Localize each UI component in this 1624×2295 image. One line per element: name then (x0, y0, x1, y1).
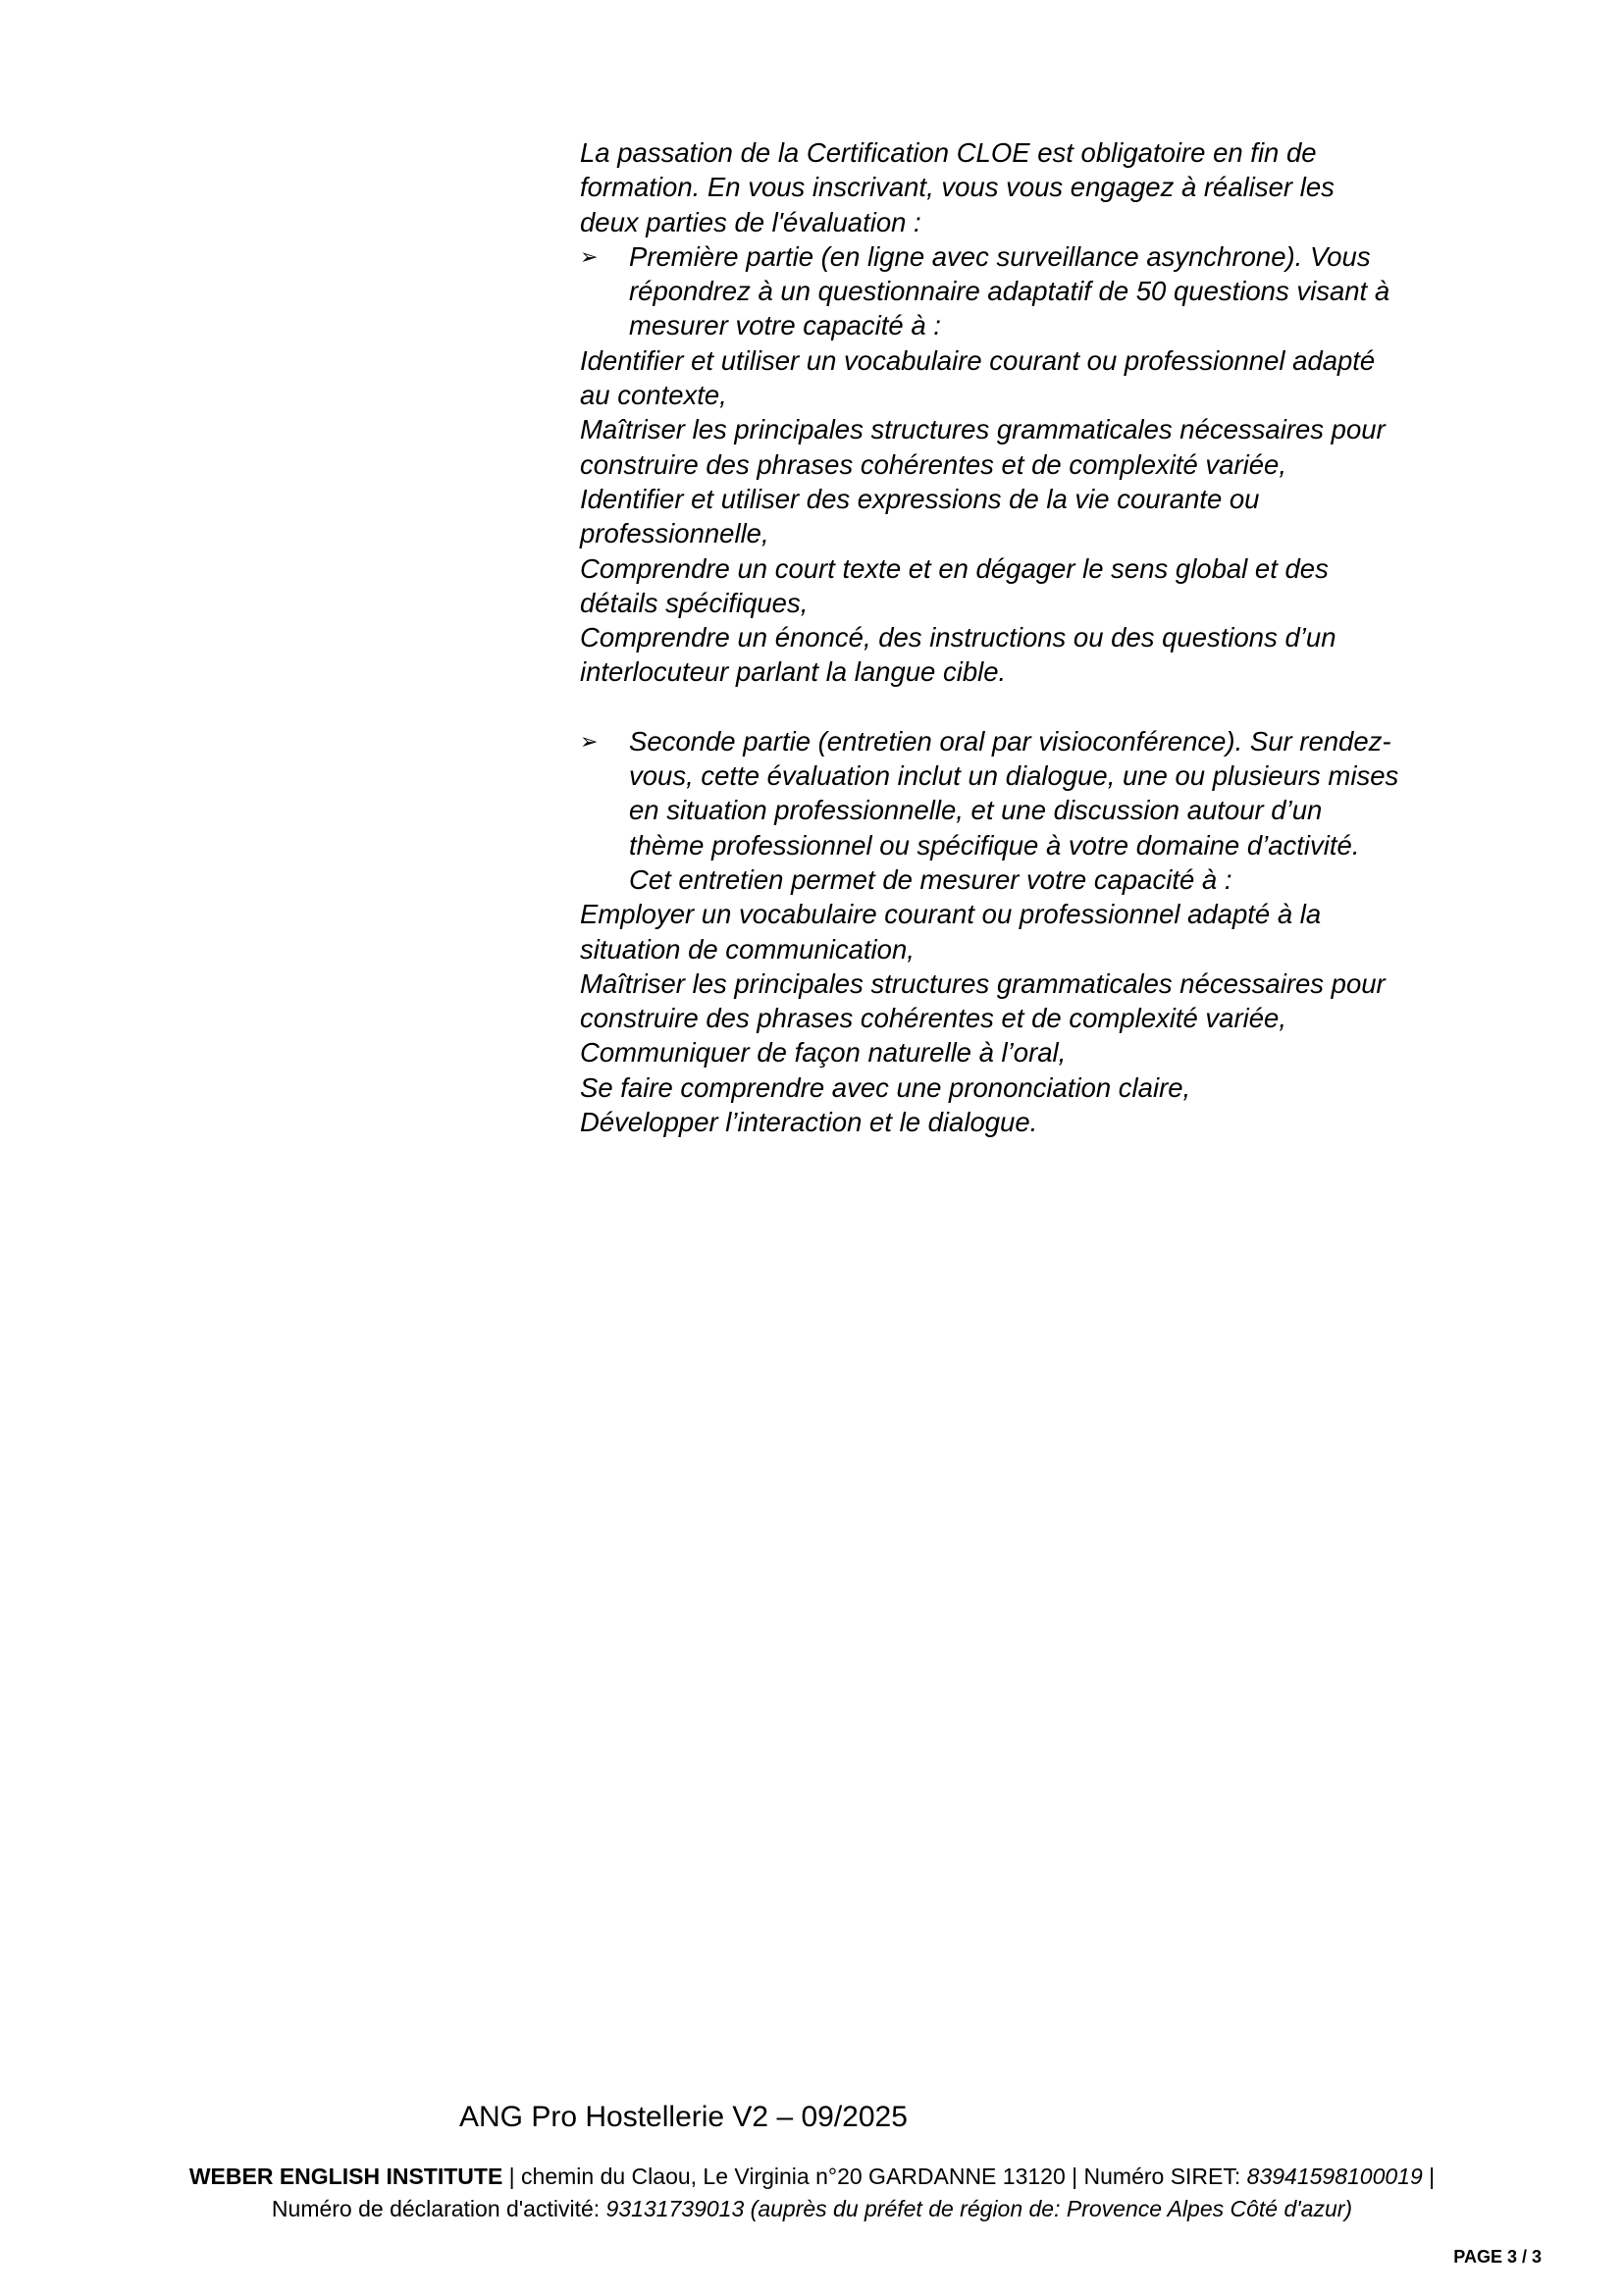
part2-item-line: Communiquer de façon naturelle à l’oral, (580, 1037, 1067, 1069)
arrow-bullet-icon: ➢ (580, 728, 599, 754)
part1-item-line: au contexte, (580, 380, 727, 411)
part2-bullet (580, 724, 1502, 897)
part1-item-line: Maîtriser les principales structures grammaticales nécessaires pour (580, 414, 1386, 445)
document-version: ANG Pro Hostellerie V2 – 09/2025 (459, 2101, 908, 2133)
part2-item-line: Employer un vocabulaire courant ou professionnel adapté à la (580, 899, 1322, 930)
part1-item-line: Comprendre un énoncé, des instructions ou des questions d’un (580, 622, 1336, 653)
siret-number: 83941598100019 (1246, 2164, 1423, 2189)
intro-line: formation. En vous inscrivant, vous vous engagez à réaliser les (580, 172, 1335, 203)
declaration-number: 93131739013 (605, 2196, 745, 2221)
part2-item-line: situation de communication, (580, 933, 915, 965)
part2-bullet-line: en situation professionnelle, et une discussion autour d’un (629, 795, 1323, 826)
document-body (580, 135, 1502, 1139)
part1-item-line: interlocuteur parlant la langue cible. (580, 656, 1007, 688)
footer-line-2 (0, 2193, 1624, 2225)
intro-line: La passation de la Certification CLOE est obligatoire en fin de (580, 137, 1317, 168)
organization-address: | chemin du Claou, Le Virginia n°20 GARDANNE 13120 | Numéro SIRET: (502, 2164, 1247, 2189)
part2-item-line: Maîtriser les principales structures grammaticales nécessaires pour (580, 967, 1386, 999)
part2-bullet-line: Cet entretien permet de mesurer votre capacité à : (629, 863, 1232, 895)
part1-item-line: Identifier et utiliser un vocabulaire courant ou professionnel adapté (580, 344, 1376, 376)
paragraph-gap (580, 690, 1502, 724)
declaration-note: (auprès du préfet de région de: Provence Alpes Côté d'azur) (744, 2196, 1353, 2221)
footer-separator: | (1422, 2164, 1436, 2189)
part2-item-line: Développer l’interaction et le dialogue. (580, 1107, 1038, 1138)
part1-item-line: professionnelle, (580, 518, 769, 549)
part2-bullet-line: vous, cette évaluation inclut un dialogue, une ou plusieurs mises (629, 760, 1399, 792)
part1-item-line: Identifier et utiliser des expressions de la vie courante ou (580, 483, 1260, 514)
intro-line: deux parties de l'évaluation : (580, 206, 921, 237)
part2-item-line: construire des phrases cohérentes et de complexité variée, (580, 1003, 1286, 1034)
part2-bullet-line: Seconde partie (entretien oral par visioconférence). Sur rendez- (629, 725, 1391, 756)
part1-bullet-line: mesurer votre capacité à : (629, 310, 941, 341)
part1-bullet-line: répondrez à un questionnaire adaptatif de 50 questions visant à (629, 276, 1390, 307)
page-number: PAGE 3 / 3 (1453, 2247, 1542, 2267)
footer-line-1 (0, 2161, 1624, 2193)
part1-item-line: construire des phrases cohérentes et de complexité variée, (580, 448, 1286, 480)
organization-name: WEBER ENGLISH INSTITUTE (188, 2164, 503, 2189)
part1-item-line: Comprendre un court texte et en dégager le sens global et des (580, 552, 1329, 584)
part1-bullet-line: Première partie (en ligne avec surveillance asynchrone). Vous (629, 240, 1371, 272)
part2-bullet-line: thème professionnel ou spécifique à votre domaine d’activité. (629, 829, 1360, 861)
part1-item-line: détails spécifiques, (580, 587, 809, 618)
declaration-label: Numéro de déclaration d'activité: (271, 2196, 606, 2221)
arrow-bullet-icon: ➢ (580, 243, 599, 269)
part1-bullet (580, 239, 1502, 343)
part2-item-line: Se faire comprendre avec une prononciation claire, (580, 1071, 1191, 1103)
